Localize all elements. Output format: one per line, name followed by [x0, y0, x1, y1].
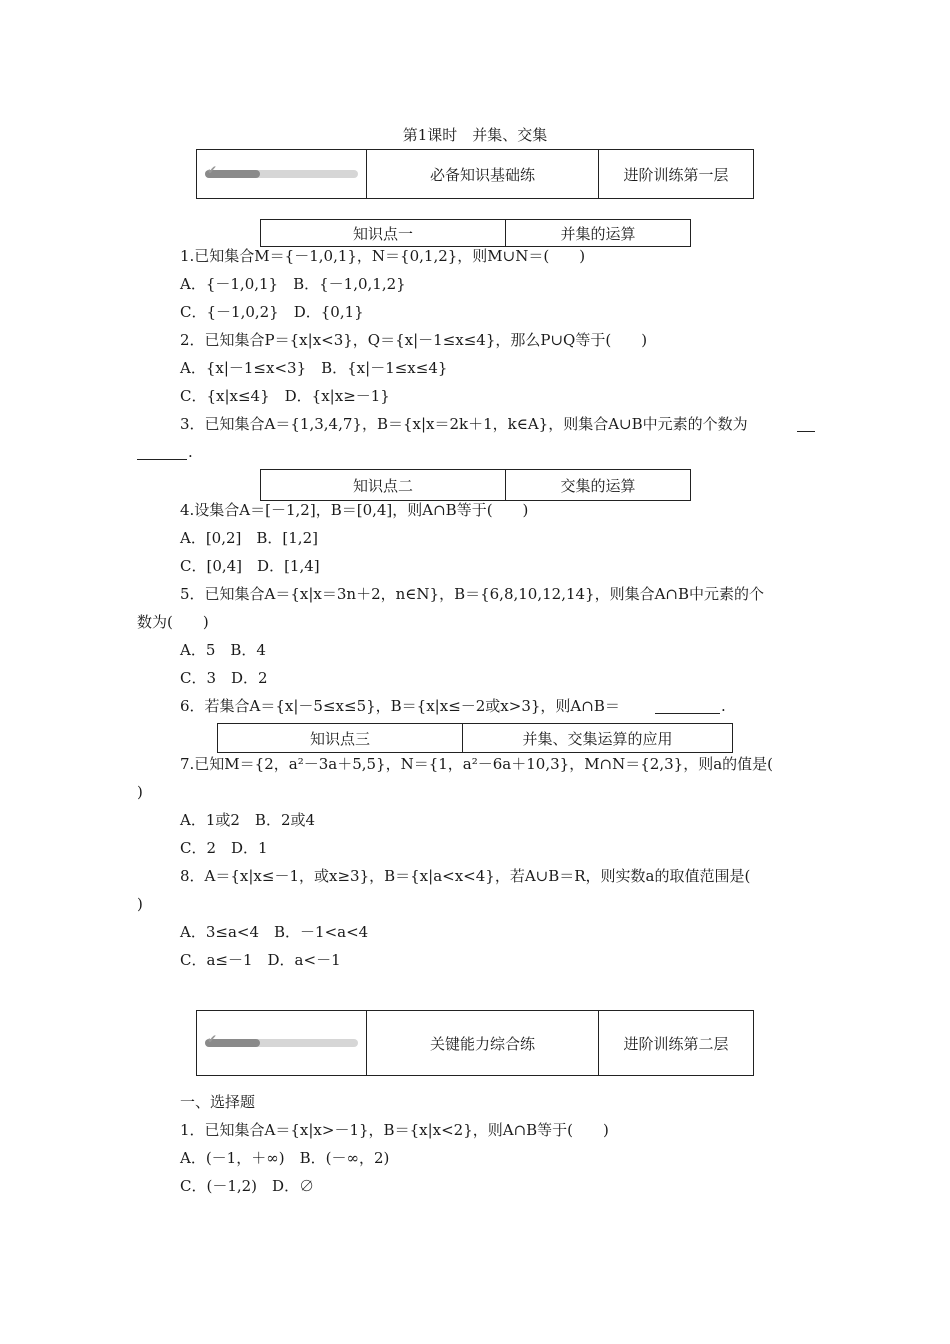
banner-center-label: 关键能力综合练: [367, 1011, 599, 1075]
progress-cell: [197, 150, 367, 198]
question-options: C．{x|x≤4} D．{x|x≥－1}: [180, 387, 390, 405]
question-stem: 8．A＝{x|x≤－1，或x≥3}，B＝{x|a<x<4}，若A∪B＝R，则实数a的取值范围是(: [180, 867, 751, 885]
knowledge-point-label: 知识点三: [218, 724, 463, 752]
question-options: C．a≤－1 D．a<－1: [180, 951, 341, 969]
question-options: A．5 B．4: [180, 641, 266, 659]
question-options: C．(－1,2) D．∅: [180, 1177, 315, 1195]
question-stem: 4.设集合A＝[－1,2]，B＝[0,4]，则A∩B等于( ): [180, 501, 529, 519]
question-options: C．3 D．2: [180, 669, 268, 687]
progress-cell: [197, 1011, 367, 1075]
question-options: A．[0,2] B．[1,2]: [180, 529, 318, 547]
section-heading: 一、选择题: [180, 1093, 256, 1111]
banner-right-label: 进阶训练第二层: [623, 1034, 729, 1053]
question-stem: 1．已知集合A＝{x|x>－1}，B＝{x|x<2}，则A∩B等于( ): [180, 1121, 609, 1139]
question-stem: 5．已知集合A＝{x|x＝3n＋2，n∈N}，B＝{6,8,10,12,14}，则集合A∩B中元素的个: [180, 585, 765, 603]
question-stem: 1.已知集合M＝{－1,0,1}，N＝{0,1,2}，则M∪N＝( ): [180, 247, 586, 265]
question-options: A．3≤a<4 B．－1<a<4: [180, 923, 369, 941]
question-options: A．(－1，＋∞) B．(－∞，2): [180, 1149, 390, 1167]
answer-blank: [137, 445, 187, 460]
question-options: A．1或2 B．2或4: [180, 811, 316, 829]
question-options: C．{－1,0,2} D．{0,1}: [180, 303, 364, 321]
question-stem: 6．若集合A＝{x|－5≤x≤5}，B＝{x|x≤－2或x>3}，则A∩B＝: [180, 697, 620, 715]
question-options: C．[0,4] D．[1,4]: [180, 557, 320, 575]
question-options: A．{x|－1≤x<3} B．{x|－1≤x≤4}: [180, 359, 448, 377]
question-end: .: [188, 443, 193, 461]
knowledge-point-box: [217, 723, 733, 753]
answer-blank: [797, 417, 815, 432]
knowledge-point-box: [260, 469, 691, 501]
knowledge-point-label: 知识点一: [261, 220, 506, 246]
question-options: A．{－1,0,1} B．{－1,0,1,2}: [180, 275, 406, 293]
question-stem-continued: ): [137, 895, 143, 913]
knowledge-point-topic: 并集、交集运算的应用: [522, 729, 673, 748]
question-stem: 3．已知集合A＝{1,3,4,7}，B＝{x|x＝2k＋1，k∈A}，则集合A∪B中元素的个数为: [180, 415, 748, 433]
question-options: C．2 D．1: [180, 839, 268, 857]
question-stem: 7.已知M＝{2，a²－3a＋5,5}，N＝{1，a²－6a＋10,3}，M∩N＝{2,3}，则a的值是(: [180, 755, 773, 773]
progress-bar: [205, 1032, 358, 1047]
banner-center-label: 必备知识基础练: [367, 150, 599, 198]
check-icon: ✔: [207, 163, 218, 177]
question-stem-continued: ): [137, 783, 143, 801]
question-end: .: [721, 697, 726, 715]
knowledge-point-label: 知识点二: [261, 470, 506, 500]
banner-right-label: 进阶训练第一层: [623, 165, 729, 184]
section-banner-basic: [196, 149, 754, 199]
answer-blank: [655, 699, 720, 714]
knowledge-point-topic: 并集的运算: [560, 224, 636, 243]
knowledge-point-box: [260, 219, 691, 247]
question-stem: 2．已知集合P＝{x|x<3}，Q＝{x|－1≤x≤4}，那么P∪Q等于( ): [180, 331, 648, 349]
question-stem-continued: 数为( ): [137, 613, 209, 631]
page-title: 第1课时 并集、交集: [402, 126, 548, 144]
progress-bar: [205, 163, 358, 178]
section-banner-advanced: [196, 1010, 754, 1076]
check-icon: ✔: [207, 1032, 218, 1046]
knowledge-point-topic: 交集的运算: [560, 476, 636, 495]
